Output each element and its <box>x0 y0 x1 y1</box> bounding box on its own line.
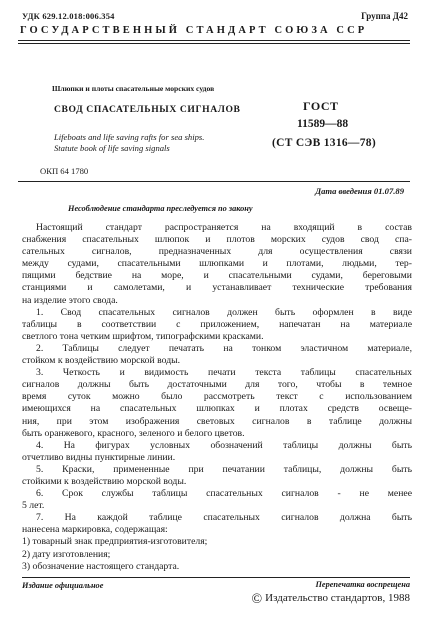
body-line: 3) обозначение настоящего стандарта. <box>22 560 180 572</box>
body-line: нанесена маркировка, содержащая: <box>22 524 168 536</box>
body-line: 2) дату изготовления; <box>22 548 111 560</box>
body-line: стойкими к воздействию морской воды. <box>22 475 187 487</box>
document-title-ru: СВОД СПАСАТЕЛЬНЫХ СИГНАЛОВ <box>54 104 241 115</box>
body-line: таблицы в соответствии с приложением, напечатан на материале <box>22 318 412 330</box>
introduction-date: Дата введения 01.07.89 <box>315 186 404 196</box>
body-line: отчетливо видны пунктирные линии. <box>22 451 176 463</box>
document-title-en-line1: Lifeboats and life saving rafts for sea ships. <box>54 132 205 142</box>
body-line: имеющихся на спасательных шлюпках и плотах средств освеще- <box>22 403 412 415</box>
body-line: 5 лет. <box>22 500 45 512</box>
footer-rule <box>22 577 410 578</box>
official-edition-label: Издание официальное <box>22 581 104 590</box>
body-line: на изделие этого свода. <box>22 294 118 306</box>
okp-code: ОКП 64 1780 <box>40 166 89 176</box>
st-sev-number: (СТ СЭВ 1316—78) <box>272 137 376 149</box>
udk-code: УДК 629.12.018:006.354 <box>22 11 115 21</box>
copyright-text: Издательство стандартов, 1988 <box>265 592 410 604</box>
body-line: стойком к воздействию морской воды. <box>22 355 181 367</box>
body-line: быть оранжевого, красного, зеленого и белого цветов. <box>22 427 245 439</box>
body-line: пящими бедствие на море, и спасательными судами, береговыми <box>22 270 412 282</box>
body-line: сательных сигналов, предназначенных для осуществления связи <box>22 246 412 258</box>
body-line: сигналов должны быть достаточными для того, чтобы в темное <box>22 379 412 391</box>
copyright-icon: © <box>251 592 263 607</box>
body-line: 5. Краски, примененные при печатании таблицы, должны быть <box>36 463 412 475</box>
body-line: между судами, спасательными шлюпками и плотами, людьми, тер- <box>22 258 412 270</box>
body-line: 4. На фигурах условных обозначений таблицы должны быть <box>36 439 412 451</box>
copyright-line <box>252 592 410 608</box>
gost-label: ГОСТ <box>303 99 339 113</box>
body-line: ния, при этом изображения световых сигналов в таблице должны <box>22 415 412 427</box>
state-standard-heading: ГОСУДАРСТВЕННЫЙ СТАНДАРТ СОЮЗА ССР <box>20 25 368 36</box>
document-title-en-line2: Statute book of life saving signals <box>54 143 170 153</box>
body-line: 1. Свод спасательных сигналов должен быть оформлен в виде <box>36 306 412 318</box>
legal-warning: Несоблюдение стандарта преследуется по закону <box>68 204 253 213</box>
body-line: 7. На каждой таблице спасательных сигналов должна быть <box>36 512 412 524</box>
body-line: 3. Четкость и видимость печати текста таблицы спасательных <box>36 367 412 379</box>
body-line: светлого тона четким шрифтом, типографскими красками. <box>22 330 264 342</box>
reprint-prohibited-label: Перепечатка воспрещена <box>315 580 410 589</box>
group-code: Группа Д42 <box>361 11 408 21</box>
gost-number: 11589—88 <box>297 118 349 130</box>
body-line: 2. Таблицы следует печатать на тонком эластичном материале, <box>36 342 412 354</box>
header-rule-thick <box>18 40 410 41</box>
body-text <box>22 222 412 573</box>
body-line: Настоящий стандарт распространяется на входящий в состав <box>36 222 412 233</box>
document-subject: Шлюпки и плоты спасательные морских судов <box>52 84 215 93</box>
body-line: время суток можно было рассмотреть текст с использованием <box>22 391 412 403</box>
body-line: станциями и самолетами, и устанавливает технические требования <box>22 282 412 294</box>
body-line: 6. Срок службы таблицы спасательных сигналов - не менее <box>36 488 412 500</box>
okp-rule <box>18 181 410 182</box>
body-line: 1) товарный знак предприятия-изготовителя; <box>22 536 208 548</box>
body-line: снабжения спасательных шлюпок и плотов морских судов свод спа- <box>22 234 412 246</box>
header-rule-thin <box>18 43 410 44</box>
